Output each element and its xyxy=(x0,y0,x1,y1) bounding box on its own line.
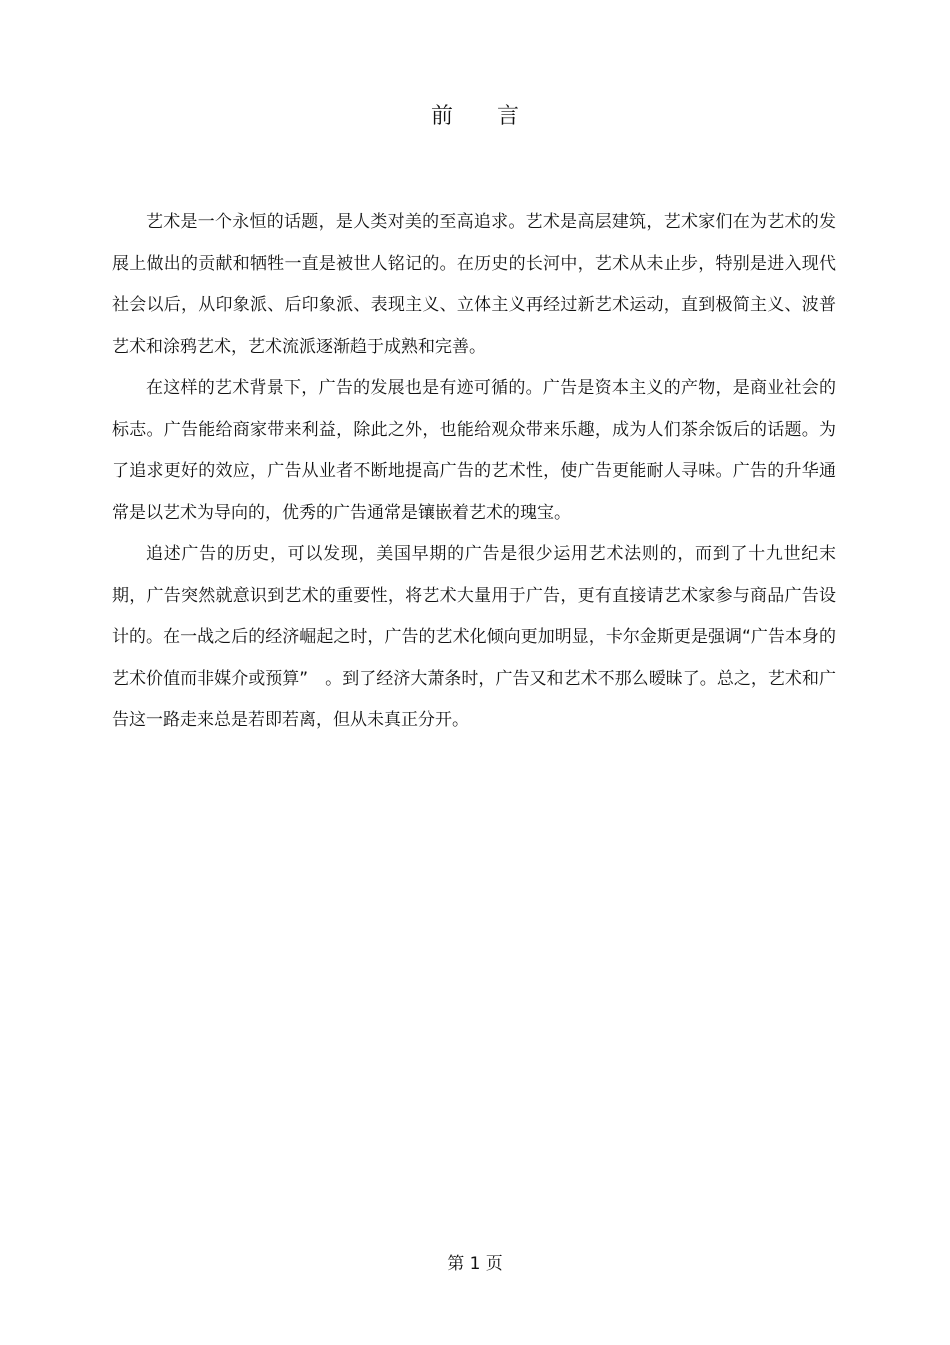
paragraph-2: 在这样的艺术背景下，广告的发展也是有迹可循的。广告是资本主义的产物，是商业社会的标志。广告能给商家带来利益，除此之外，也能给观众带来乐趣，成为人们茶余饭后的话题。为了追求更好的效应，广告从业者不断地提高广告的艺术性，使广告更能耐人寻味。广告的升华通常是以艺术为导向的，优秀的广告通常是镶嵌着艺术的瑰宝。 xyxy=(112,378,836,523)
paragraph-3: 追述广告的历史，可以发现，美国早期的广告是很少运用艺术法则的，而到了十九世纪末期，广告突然就意识到艺术的重要性，将艺术大量用于广告，更有直接请艺术家参与商品广告设计的。在一战之后的经济崛起之时，广告的艺术化倾向更加明显，卡尔金斯更是强调“广告本身的艺术价值而非媒介或预算” 。到了经济大萧条时，广告又和艺术不那么暧昧了。总之，艺术和广告这一路走来总是若即若离，但从未真正分开。 xyxy=(112,544,836,730)
paragraph-1: 艺术是一个永恒的话题，是人类对美的至高追求。艺术是高层建筑，艺术家们在为艺术的发展上做出的贡献和牺牲一直是被世人铭记的。在历史的长河中，艺术从未止步，特别是进入现代社会以后，从印象派、后印象派、表现主义、立体主义再经过新艺术运动，直到极简主义、波普艺术和涂鸦艺术，艺术流派逐渐趋于成熟和完善。 xyxy=(112,212,836,357)
preface-body xyxy=(112,202,836,742)
page-title: 前言 xyxy=(430,104,563,129)
page-number: 第 1 页 xyxy=(447,1254,503,1274)
